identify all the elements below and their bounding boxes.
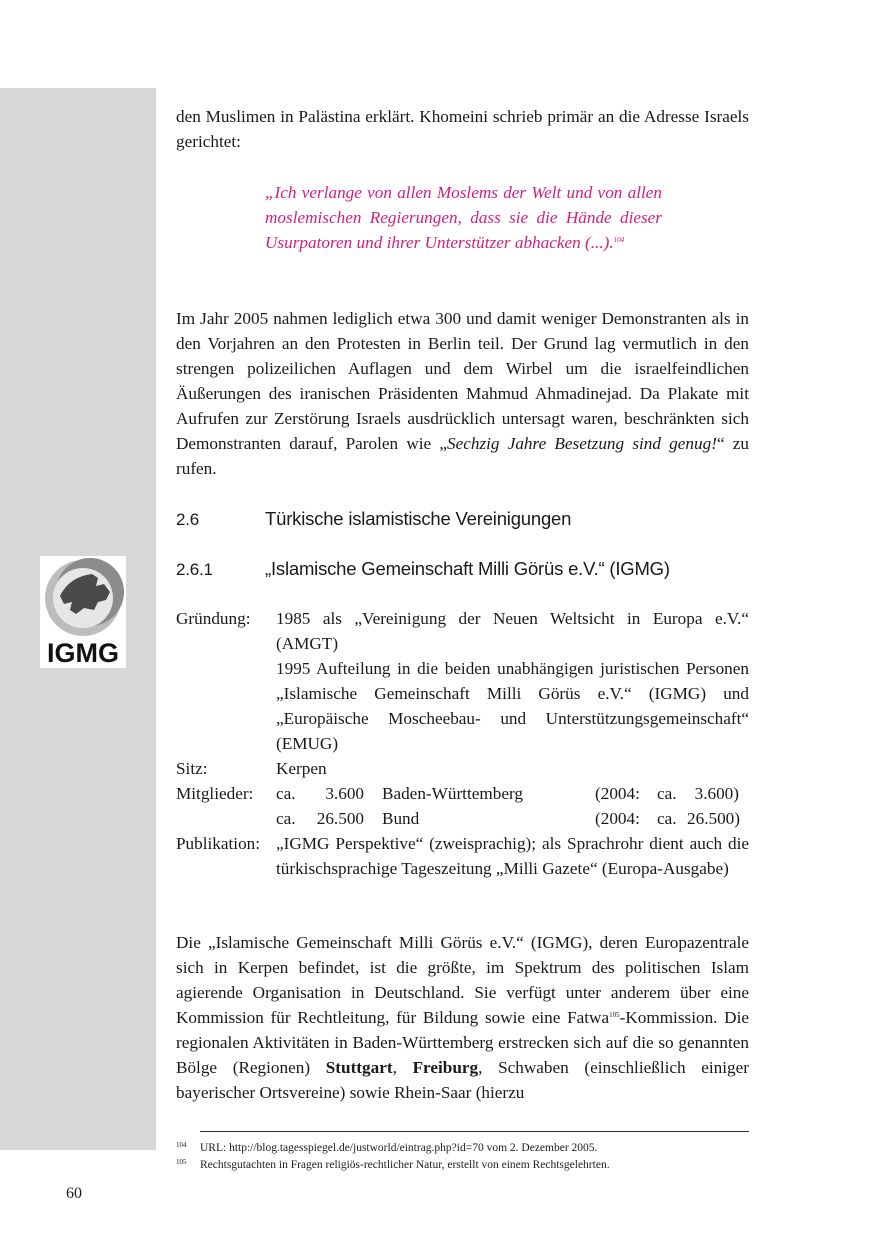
footnote-105: 105 Rechtsgutachten in Fragen religiös-rechtlicher Natur, erstellt von einem Rechtsgelehrten. <box>176 1158 610 1171</box>
organization-info-table <box>176 606 749 881</box>
footnote-separator <box>200 1131 749 1132</box>
region-stuttgart: Stuttgart <box>325 1058 393 1077</box>
info-row-founding: Gründung: 1985 als „Vereinigung der Neuen Weltsicht in Europa e.V.“ (AMGT) 1995 Aufteilung in die beiden unabhängigen juristischen Personen „Islamische Gemeinschaft Milli Görüs e.V.“ (IGMG) und „Europäische Moscheebau- und Unterstützungsgemeinschaft“ (EMUG) <box>176 609 749 753</box>
igmg-paragraph: Die „Islamische Gemeinschaft Milli Görüs e.V.“ (IGMG), deren Europazentrale sich in Kerpen befindet, ist die größte, im Spektrum des politischen Islam agierende Organisation in Deutschland. Sie verfügt unter anderem über eine Kommission für Rechtleitung, für Bildung sowie eine Fatwa$^{105}$-Kommission. Die regionalen Aktivitäten in Baden-Württemberg erstrecken sich auf die so genannten Bölge (Regionen) Stuttgart, Freiburg, Schwaben (einschließlich einiger bayerischer Ortsvereine) sowie Rhein-Saar (hierzu <box>176 933 749 1102</box>
svg-text:IGMG: IGMG <box>47 638 119 668</box>
quote-text: „Ich verlange von allen Moslems der Welt und von allen moslemischen Regierungen, dass sie die Hände dieser Usurpatoren und ihrer Unterstützer abhacken (...). <box>265 183 662 252</box>
page-number: 60 <box>66 1185 82 1202</box>
slogan-italic: Sechzig Jahre Besetzung sind genug! <box>447 434 717 453</box>
demonstration-paragraph: Im Jahr 2005 nahmen lediglich etwa 300 und damit weniger Demonstranten als in den Vorjahren an den Protesten in Berlin teil. Der Grund lag vermutlich in den strengen polizeilichen Auflagen und dem Wirbel um die israelfeindlichen Äußerungen des iranischen Präsidenten Mahmud Ahmadinejad. Da Plakate mit Aufrufen zur Zerstörung Israels ausdrücklich untersagt waren, beschränkten sich Demonstranten darauf, Parolen wie „Sechzig Jahre Besetzung sind genug!“ zu rufen. <box>176 309 749 478</box>
region-freiburg: Freiburg <box>412 1058 479 1077</box>
khomeini-quote <box>176 180 662 255</box>
info-row-publication: Publikation: „IGMG Perspektive“ (zweisprachig); als Sprachrohr dient auch die türkischsprachige Tageszeitung „Milli Gazete“ (Europa-Ausgabe) <box>176 834 749 878</box>
info-row-seat: Sitz: Kerpen <box>176 759 327 778</box>
members-row-bw: ca. 3.600 Baden-Württemberg (2004: ca. 3.600) <box>276 784 739 803</box>
intro-paragraph: den Muslimen in Palästina erklärt. Khomeini schrieb primär an die Adresse Israels gerichtet: <box>176 107 749 151</box>
section-heading: 2.6 Türkische islamistische Vereinigungen <box>176 508 572 529</box>
info-row-members: Mitglieder: ca. 3.600 Baden-Württemberg (2004: ca. 3.600) ca. 26.500 Bund (2004: ca. 26.500) <box>176 781 749 831</box>
members-row-federal: ca. 26.500 Bund (2004: ca. 26.500) <box>276 809 740 828</box>
igmg-logo <box>40 556 126 668</box>
subsection-heading: 2.6.1 „Islamische Gemeinschaft Milli Görüs e.V.“ (IGMG) <box>176 558 670 579</box>
footnote-104: 104 URL: http://blog.tagesspiegel.de/justworld/eintrag.php?id=70 vom 2. Dezember 2005. <box>176 1141 598 1154</box>
igmg-logo-icon <box>40 556 126 668</box>
footnote-ref-104: 104 <box>613 236 625 244</box>
footnote-ref-105: 105 <box>609 1011 620 1019</box>
